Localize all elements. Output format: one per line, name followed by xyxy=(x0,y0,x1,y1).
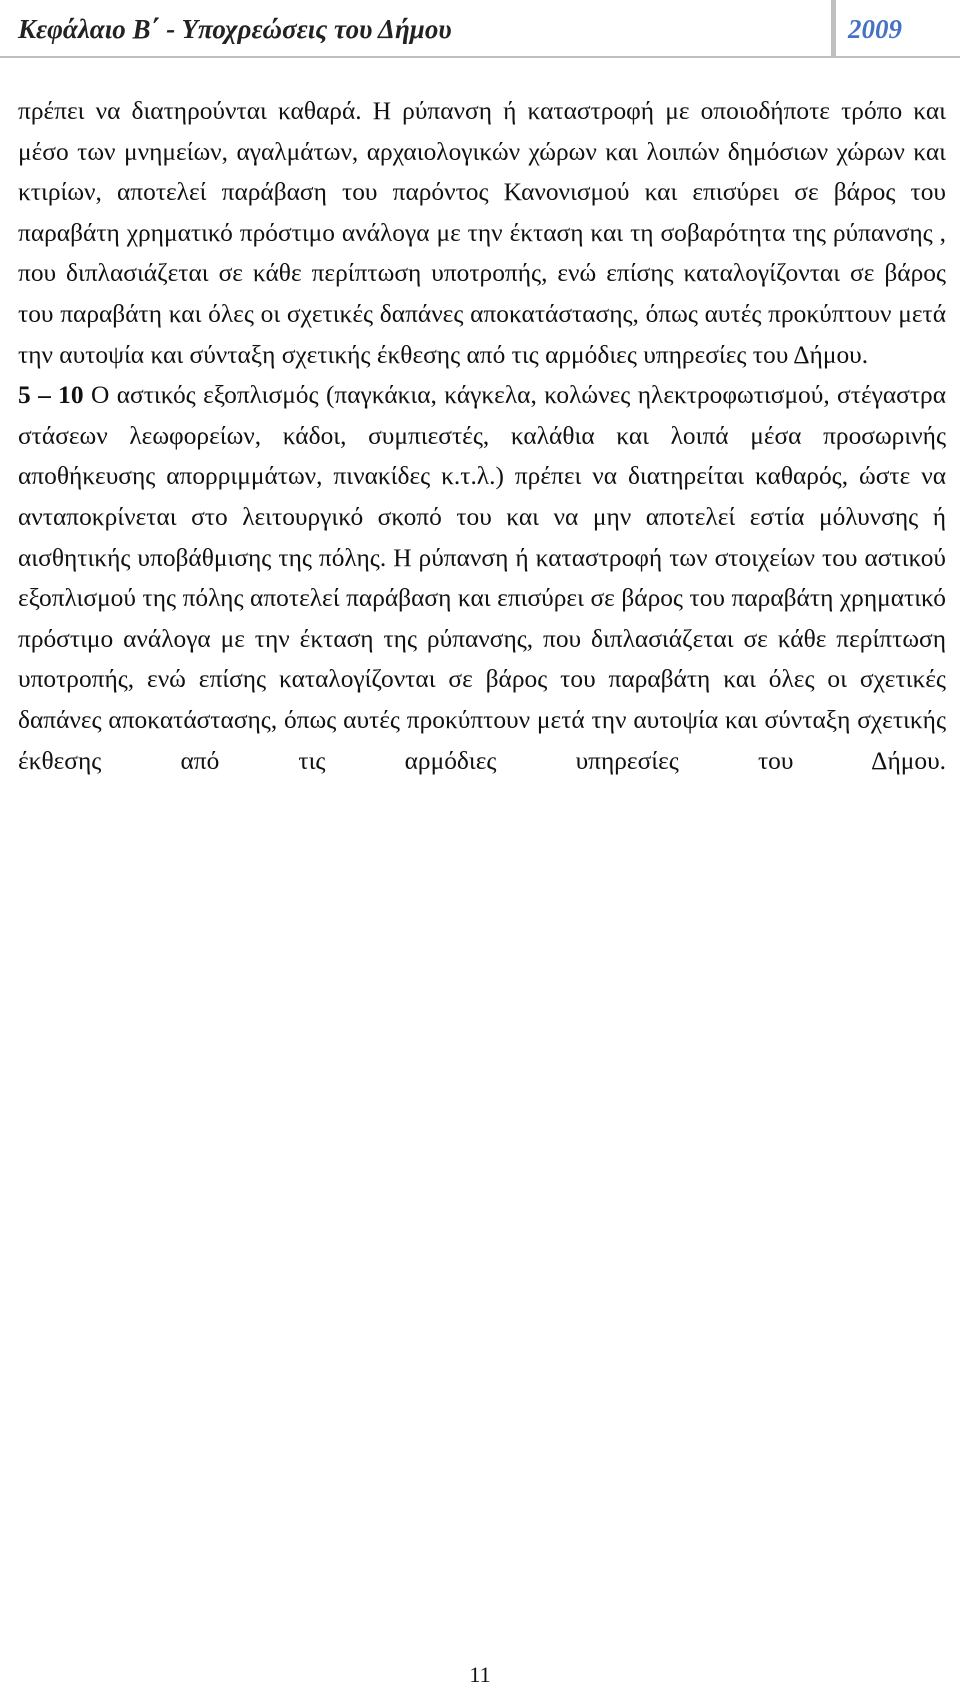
chapter-title: Κεφάλαιο Β΄ - Υποχρεώσεις του Δήμου xyxy=(18,14,452,44)
paragraph-continuation: πρέπει να διατηρούνται καθαρά. Η ρύπανση ή καταστροφή με οποιοδήποτε τρόπο και μέσο των μνημείων, αγαλμάτων, αρχαιολογικών χώρων και λοιπών δημόσιων χώρων και κτιρίων, αποτελεί παράβαση του παρόντος Κανονισμού και επισύρει σε βάρος του παραβάτη χρηματικό πρόστιμο ανάλογα με την έκταση και τη σοβαρότητα της ρύπανσης , που διπλασιάζεται σε κάθε περίπτωση υποτροπής, ενώ επίσης καταλογίζονται σε βάρος του παραβάτη και όλες οι σχετικές δαπάνες αποκατάστασης, όπως αυτές προκύπτουν μετά την αυτοψία και σύνταξη σχετικής έκθεσης από τις αρμόδιες υπηρεσίες του Δήμου. xyxy=(18,97,946,369)
page-number: 11 xyxy=(469,1662,491,1687)
paragraph-item-5-10 xyxy=(18,375,946,781)
page-header xyxy=(0,0,960,60)
header-rule xyxy=(0,56,960,58)
item-number: 5 – 10 xyxy=(18,381,84,410)
header-divider xyxy=(831,0,836,58)
header-year: 2009 xyxy=(848,14,902,44)
item-text: Ο αστικός εξοπλισμός (παγκάκια, κάγκελα, κολώνες ηλεκτροφωτισμού, στέγαστρα στάσεων λεωφορείων, κάδοι, συμπιεστές, καλάθια και λοιπά μέσα προσωρινής αποθήκευσης απορριμμάτων, πινακίδες κ.τ.λ.) πρέπει να διατηρείται καθαρός, ώστε να ανταποκρίνεται στο λειτουργικό σκοπό του και να μην αποτελεί εστία μόλυνσης ή αισθητικής υποβάθμισης της πόλης. Η ρύπανση ή καταστροφή των στοιχείων του αστικού εξοπλισμού της πόλης αποτελεί παράβαση και επισύρει σε βάρος του παραβάτη χρηματικό πρόστιμο ανάλογα με την έκταση της ρύπανσης, που διπλασιάζεται σε κάθε περίπτωση υποτροπής, ενώ επίσης καταλογίζονται σε βάρος του παραβάτη και όλες οι σχετικές δαπάνες αποκατάστασης, όπως αυτές προκύπτουν μετά την αυτοψία και σύνταξη σχετικής έκθεσης από τις αρμόδιες υπηρεσίες του Δήμου. xyxy=(18,381,946,775)
page-body xyxy=(18,91,946,781)
